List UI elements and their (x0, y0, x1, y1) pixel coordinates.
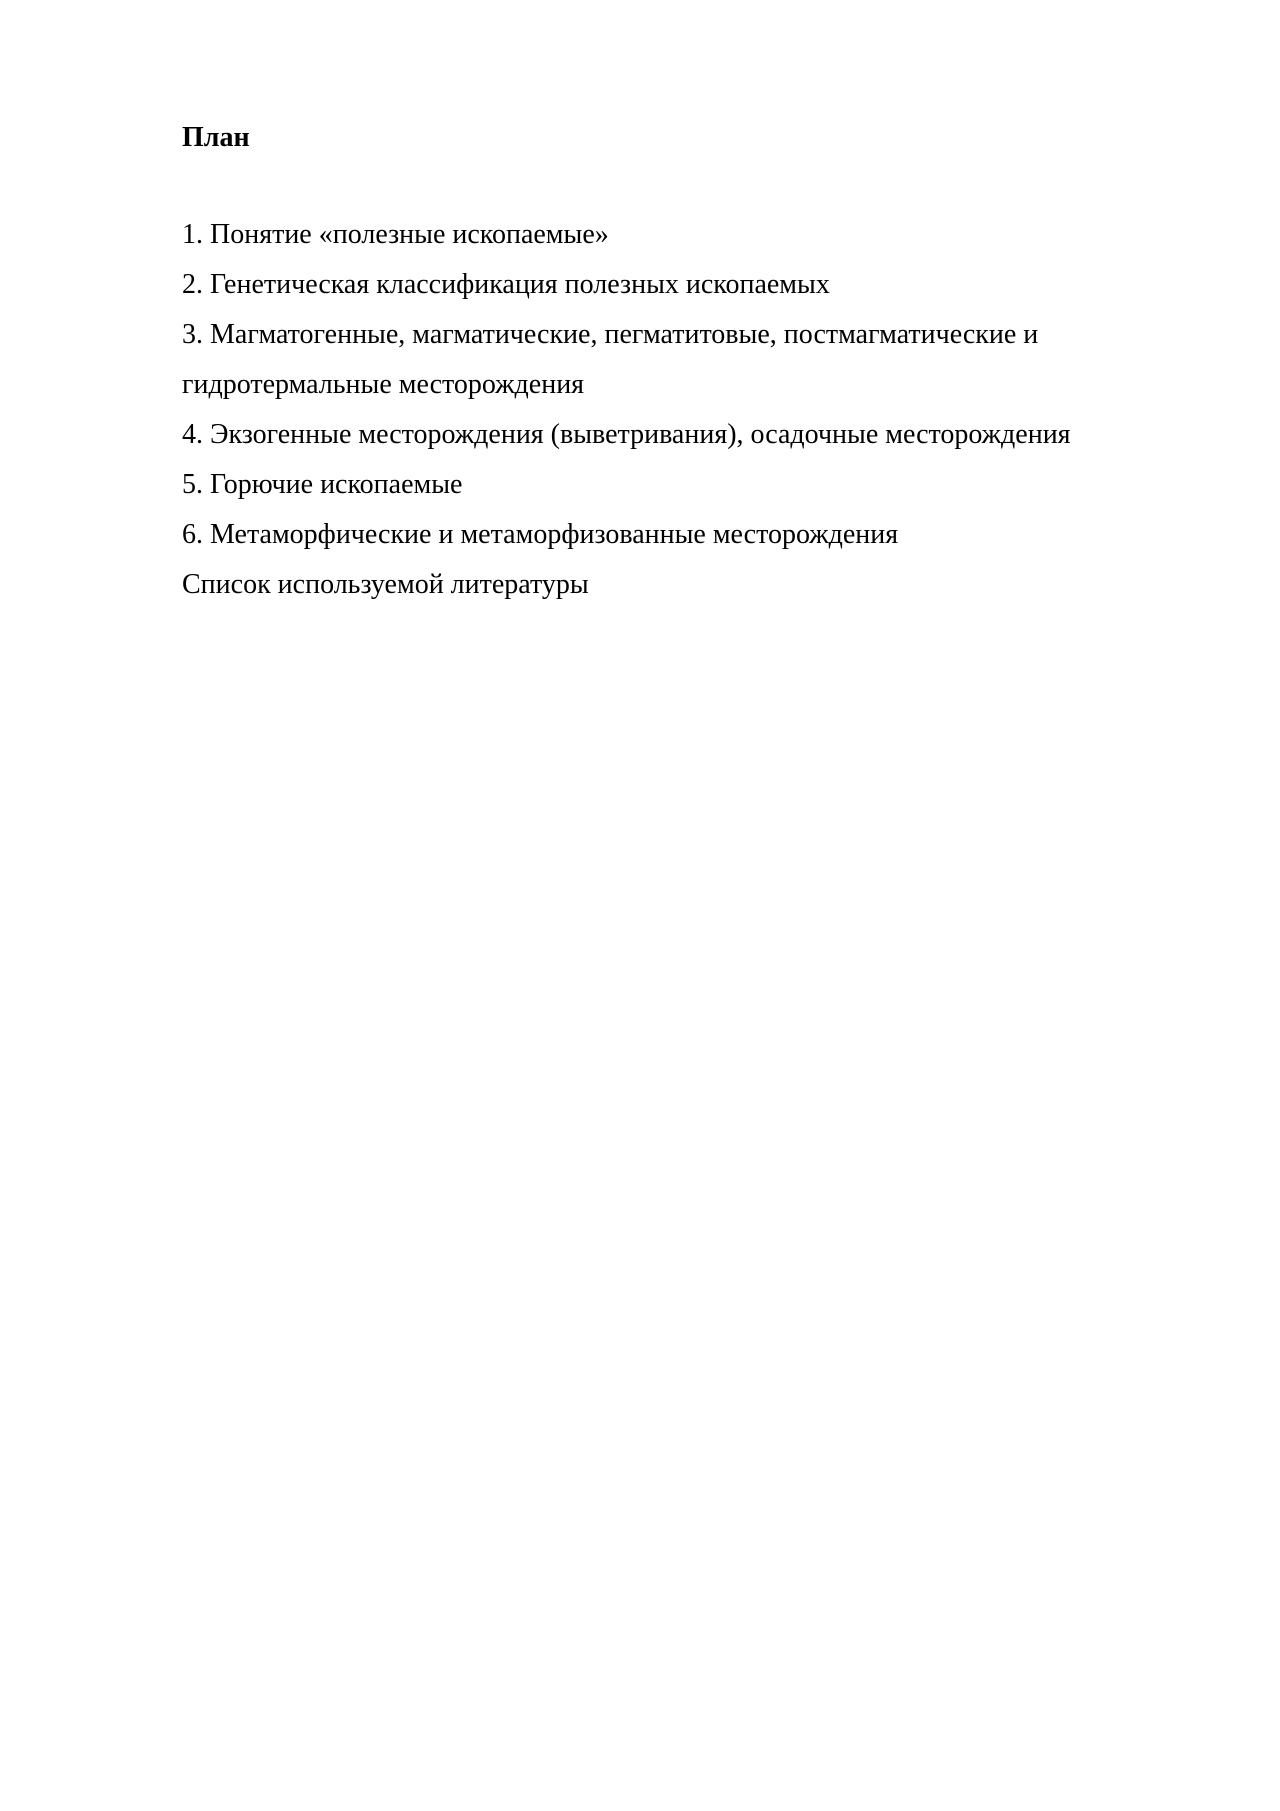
plan-item-combustible-minerals: 5. Горючие ископаемые (182, 469, 463, 500)
plan-item-magmatogenic-line-2: гидротермальные месторождения (182, 369, 585, 400)
document-content (182, 118, 1142, 610)
plan-item-genetic-classification: 2. Генетическая классификация полезных ископаемых (182, 269, 830, 300)
plan-item-metamorphic-deposits: 6. Метаморфические и метаморфизованные месторождения (182, 519, 899, 550)
plan-item-exogenic-deposits: 4. Экзогенные месторождения (выветривания), осадочные месторождения (182, 419, 1071, 450)
plan-item-magmatogenic-line-1: 3. Магматогенные, магматические, пегматитовые, постмагматические и (182, 319, 1039, 350)
page-title: План (182, 122, 250, 153)
plan-item-references: Список используемой литературы (182, 569, 589, 600)
plan-list (182, 210, 1142, 610)
plan-item-concept: 1. Понятие «полезные ископаемые» (182, 219, 609, 250)
